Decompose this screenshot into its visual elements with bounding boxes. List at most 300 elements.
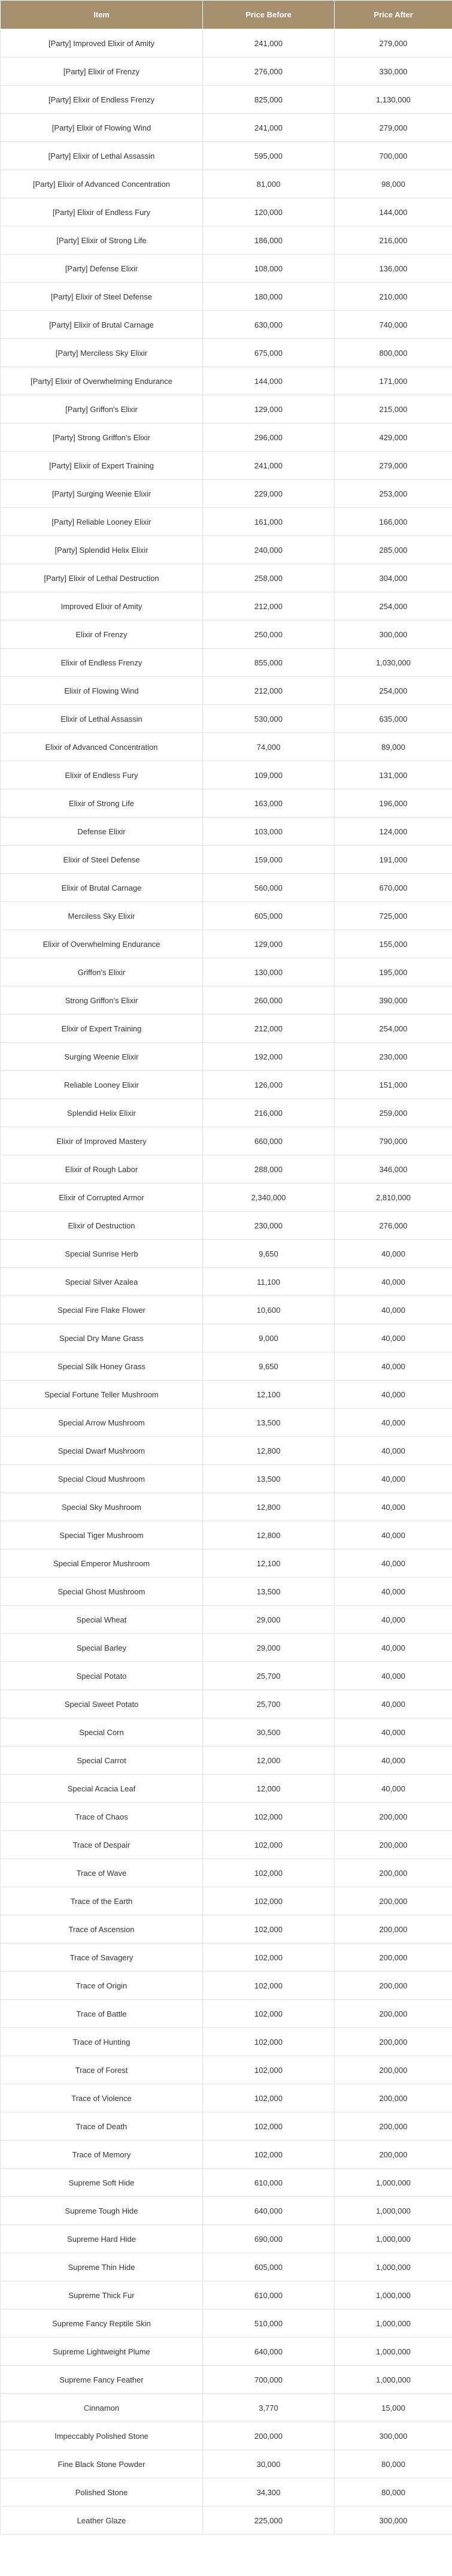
price-before-cell: 192,000 — [203, 1043, 335, 1071]
price-before-cell: 276,000 — [203, 57, 335, 86]
price-after-cell: 1,000,000 — [335, 2366, 452, 2394]
price-after-cell: 40,000 — [335, 1662, 452, 1690]
table-row — [1, 1746, 452, 1775]
price-after-cell: 330,000 — [335, 57, 452, 86]
table-row — [1, 1099, 452, 1127]
item-name-cell: [Party] Elixir of Overwhelming Endurance — [1, 367, 203, 395]
table-row — [1, 649, 452, 677]
item-name-cell: Leather Glaze — [1, 2507, 203, 2535]
table-row — [1, 1662, 452, 1690]
table-row — [1, 283, 452, 311]
item-name-cell: Polished Stone — [1, 2478, 203, 2507]
item-name-cell: [Party] Elixir of Frenzy — [1, 57, 203, 86]
price-after-cell: 40,000 — [335, 1775, 452, 1803]
table-row — [1, 1606, 452, 1634]
price-before-cell: 130,000 — [203, 958, 335, 986]
item-name-cell: Supreme Fancy Feather — [1, 2366, 203, 2394]
price-before-cell: 10,600 — [203, 1296, 335, 1324]
price-before-cell: 102,000 — [203, 1944, 335, 1972]
table-row — [1, 1183, 452, 1212]
table-row — [1, 1127, 452, 1155]
table-row — [1, 1381, 452, 1409]
table-body — [1, 29, 452, 2535]
item-name-cell: [Party] Elixir of Flowing Wind — [1, 114, 203, 142]
item-name-cell: Special Fortune Teller Mushroom — [1, 1381, 203, 1409]
table-row — [1, 508, 452, 536]
item-name-cell: Elixir of Overwhelming Endurance — [1, 930, 203, 958]
price-after-cell: 40,000 — [335, 1549, 452, 1578]
price-after-cell: 254,000 — [335, 677, 452, 705]
price-before-cell: 12,000 — [203, 1746, 335, 1775]
price-after-cell: 171,000 — [335, 367, 452, 395]
price-after-cell: 40,000 — [335, 1746, 452, 1775]
table-row — [1, 564, 452, 592]
price-before-cell: 240,000 — [203, 536, 335, 564]
table-row — [1, 1015, 452, 1043]
table-row — [1, 2169, 452, 2197]
table-row — [1, 1240, 452, 1268]
price-after-cell: 670,000 — [335, 874, 452, 902]
price-before-cell: 250,000 — [203, 620, 335, 649]
item-name-cell: [Party] Reliable Looney Elixir — [1, 508, 203, 536]
table-row — [1, 142, 452, 170]
price-after-cell: 285,000 — [335, 536, 452, 564]
item-name-cell: Elixir of Brutal Carnage — [1, 874, 203, 902]
table-row — [1, 1155, 452, 1183]
price-after-cell: 15,000 — [335, 2394, 452, 2422]
table-row — [1, 705, 452, 733]
price-after-cell: 790,000 — [335, 1127, 452, 1155]
price-after-cell: 200,000 — [335, 2141, 452, 2169]
item-name-cell: Trace of the Earth — [1, 1887, 203, 1915]
price-before-cell: 12,100 — [203, 1549, 335, 1578]
price-before-cell: 102,000 — [203, 1915, 335, 1944]
price-after-cell: 346,000 — [335, 1155, 452, 1183]
table-row — [1, 86, 452, 114]
price-before-cell: 108,000 — [203, 255, 335, 283]
price-after-cell: 700,000 — [335, 142, 452, 170]
price-after-cell: 1,000,000 — [335, 2338, 452, 2366]
item-name-cell: [Party] Strong Griffon's Elixir — [1, 423, 203, 452]
price-after-cell: 800,000 — [335, 339, 452, 367]
price-after-cell: 1,000,000 — [335, 2253, 452, 2281]
header-item: Item — [1, 1, 203, 29]
price-before-cell: 675,000 — [203, 339, 335, 367]
item-name-cell: Supreme Hard Hide — [1, 2225, 203, 2253]
price-before-cell: 102,000 — [203, 1803, 335, 1831]
item-name-cell: Elixir of Corrupted Armor — [1, 1183, 203, 1212]
table-row — [1, 1831, 452, 1859]
price-after-cell: 740,000 — [335, 311, 452, 339]
price-after-cell: 300,000 — [335, 2422, 452, 2450]
price-before-cell: 212,000 — [203, 677, 335, 705]
item-name-cell: Trace of Battle — [1, 2000, 203, 2028]
price-after-cell: 200,000 — [335, 1859, 452, 1887]
price-before-cell: 241,000 — [203, 452, 335, 480]
price-before-cell: 102,000 — [203, 1859, 335, 1887]
item-name-cell: Special Emperor Mushroom — [1, 1549, 203, 1578]
price-after-cell: 89,000 — [335, 733, 452, 761]
item-name-cell: Special Dwarf Mushroom — [1, 1437, 203, 1465]
table-row — [1, 311, 452, 339]
price-after-cell: 131,000 — [335, 761, 452, 789]
table-row — [1, 1972, 452, 2000]
price-after-cell: 429,000 — [335, 423, 452, 452]
price-after-cell: 1,130,000 — [335, 86, 452, 114]
item-name-cell: Elixir of Endless Frenzy — [1, 649, 203, 677]
item-name-cell: Special Acacia Leaf — [1, 1775, 203, 1803]
table-row — [1, 2084, 452, 2112]
price-after-cell: 635,000 — [335, 705, 452, 733]
table-row — [1, 2422, 452, 2450]
table-row — [1, 1352, 452, 1381]
price-after-cell: 155,000 — [335, 930, 452, 958]
item-name-cell: Trace of Origin — [1, 1972, 203, 2000]
price-before-cell: 212,000 — [203, 592, 335, 620]
item-name-cell: [Party] Elixir of Expert Training — [1, 452, 203, 480]
price-after-cell: 40,000 — [335, 1493, 452, 1521]
item-name-cell: Trace of Ascension — [1, 1915, 203, 1944]
item-name-cell: [Party] Elixir of Endless Frenzy — [1, 86, 203, 114]
table-row — [1, 1212, 452, 1240]
table-row — [1, 2112, 452, 2141]
table-row — [1, 2253, 452, 2281]
table-row — [1, 255, 452, 283]
item-name-cell: Griffon's Elixir — [1, 958, 203, 986]
price-before-cell: 13,500 — [203, 1409, 335, 1437]
table-row — [1, 818, 452, 846]
price-before-cell: 102,000 — [203, 2141, 335, 2169]
price-before-cell: 288,000 — [203, 1155, 335, 1183]
price-after-cell: 40,000 — [335, 1718, 452, 1746]
price-after-cell: 200,000 — [335, 1803, 452, 1831]
price-before-cell: 12,800 — [203, 1521, 335, 1549]
price-after-cell: 210,000 — [335, 283, 452, 311]
price-before-cell: 825,000 — [203, 86, 335, 114]
price-after-cell: 80,000 — [335, 2478, 452, 2507]
price-after-cell: 40,000 — [335, 1465, 452, 1493]
item-name-cell: Special Arrow Mushroom — [1, 1409, 203, 1437]
item-name-cell: Improved Elixir of Amity — [1, 592, 203, 620]
price-after-cell: 276,000 — [335, 1212, 452, 1240]
item-name-cell: Supreme Lightweight Plume — [1, 2338, 203, 2366]
table-row — [1, 1296, 452, 1324]
table-row — [1, 902, 452, 930]
price-after-cell: 200,000 — [335, 1831, 452, 1859]
price-after-cell: 1,000,000 — [335, 2197, 452, 2225]
item-name-cell: Elixir of Rough Labor — [1, 1155, 203, 1183]
item-name-cell: Supreme Tough Hide — [1, 2197, 203, 2225]
price-after-cell: 216,000 — [335, 226, 452, 255]
price-before-cell: 102,000 — [203, 2112, 335, 2141]
item-name-cell: Elixir of Advanced Concentration — [1, 733, 203, 761]
price-after-cell: 40,000 — [335, 1268, 452, 1296]
item-name-cell: Special Ghost Mushroom — [1, 1578, 203, 1606]
item-name-cell: Special Sunrise Herb — [1, 1240, 203, 1268]
price-after-cell: 40,000 — [335, 1578, 452, 1606]
header-row — [1, 1, 452, 29]
item-name-cell: [Party] Elixir of Steel Defense — [1, 283, 203, 311]
item-name-cell: Special Fire Flake Flower — [1, 1296, 203, 1324]
table-row — [1, 2141, 452, 2169]
item-name-cell: Special Cloud Mushroom — [1, 1465, 203, 1493]
item-name-cell: Trace of Death — [1, 2112, 203, 2141]
item-name-cell: Supreme Fancy Reptile Skin — [1, 2309, 203, 2338]
price-before-cell: 102,000 — [203, 1972, 335, 2000]
item-name-cell: [Party] Defense Elixir — [1, 255, 203, 283]
price-after-cell: 215,000 — [335, 395, 452, 423]
table-row — [1, 1493, 452, 1521]
price-before-cell: 13,500 — [203, 1465, 335, 1493]
table-row — [1, 2338, 452, 2366]
price-before-cell: 12,000 — [203, 1775, 335, 1803]
price-before-cell: 690,000 — [203, 2225, 335, 2253]
price-after-cell: 200,000 — [335, 1944, 452, 1972]
price-after-cell: 136,000 — [335, 255, 452, 283]
price-before-cell: 34,300 — [203, 2478, 335, 2507]
item-name-cell: Trace of Hunting — [1, 2028, 203, 2056]
item-name-cell: [Party] Improved Elixir of Amity — [1, 29, 203, 57]
price-before-cell: 11,100 — [203, 1268, 335, 1296]
item-name-cell: Special Tiger Mushroom — [1, 1521, 203, 1549]
price-after-cell: 151,000 — [335, 1071, 452, 1099]
price-before-cell: 610,000 — [203, 2169, 335, 2197]
table-row — [1, 2507, 452, 2535]
table-row — [1, 480, 452, 508]
table-row — [1, 1775, 452, 1803]
item-name-cell: Special Potato — [1, 1662, 203, 1690]
table-row — [1, 1803, 452, 1831]
table-row — [1, 1043, 452, 1071]
price-before-cell: 30,500 — [203, 1718, 335, 1746]
item-name-cell: Elixir of Flowing Wind — [1, 677, 203, 705]
price-before-cell: 25,700 — [203, 1690, 335, 1718]
table-row — [1, 367, 452, 395]
price-before-cell: 296,000 — [203, 423, 335, 452]
price-after-cell: 300,000 — [335, 620, 452, 649]
table-row — [1, 1324, 452, 1352]
table-row — [1, 1071, 452, 1099]
header-price-after: Price After — [335, 1, 452, 29]
item-name-cell: Supreme Soft Hide — [1, 2169, 203, 2197]
price-before-cell: 241,000 — [203, 29, 335, 57]
price-before-cell: 29,000 — [203, 1606, 335, 1634]
price-before-cell: 102,000 — [203, 2056, 335, 2084]
item-name-cell: Elixir of Expert Training — [1, 1015, 203, 1043]
table-header — [1, 1, 452, 29]
table-row — [1, 339, 452, 367]
table-row — [1, 1578, 452, 1606]
price-before-cell: 216,000 — [203, 1099, 335, 1127]
table-row — [1, 29, 452, 57]
table-row — [1, 1859, 452, 1887]
price-before-cell: 12,800 — [203, 1437, 335, 1465]
price-before-cell: 610,000 — [203, 2281, 335, 2309]
price-before-cell: 126,000 — [203, 1071, 335, 1099]
item-name-cell: [Party] Surging Weenie Elixir — [1, 480, 203, 508]
price-before-cell: 161,000 — [203, 508, 335, 536]
price-after-cell: 304,000 — [335, 564, 452, 592]
item-name-cell: Elixir of Frenzy — [1, 620, 203, 649]
price-after-cell: 40,000 — [335, 1324, 452, 1352]
table-row — [1, 2028, 452, 2056]
price-after-cell: 725,000 — [335, 902, 452, 930]
item-name-cell: Trace of Memory — [1, 2141, 203, 2169]
price-before-cell: 12,100 — [203, 1381, 335, 1409]
item-name-cell: Merciless Sky Elixir — [1, 902, 203, 930]
price-after-cell: 279,000 — [335, 29, 452, 57]
price-before-cell: 200,000 — [203, 2422, 335, 2450]
price-before-cell: 81,000 — [203, 170, 335, 198]
table-row — [1, 452, 452, 480]
item-name-cell: Supreme Thick Fur — [1, 2281, 203, 2309]
item-name-cell: Elixir of Strong Life — [1, 789, 203, 818]
item-name-cell: Splendid Helix Elixir — [1, 1099, 203, 1127]
table-row — [1, 2197, 452, 2225]
table-row — [1, 170, 452, 198]
table-row — [1, 874, 452, 902]
item-name-cell: Elixir of Improved Mastery — [1, 1127, 203, 1155]
item-name-cell: [Party] Splendid Helix Elixir — [1, 536, 203, 564]
price-before-cell: 109,000 — [203, 761, 335, 789]
item-name-cell: Trace of Despair — [1, 1831, 203, 1859]
price-before-cell: 2,340,000 — [203, 1183, 335, 1212]
item-name-cell: Special Barley — [1, 1634, 203, 1662]
table-row — [1, 846, 452, 874]
price-after-cell: 1,030,000 — [335, 649, 452, 677]
item-name-cell: Trace of Violence — [1, 2084, 203, 2112]
price-after-cell: 230,000 — [335, 1043, 452, 1071]
price-before-cell: 120,000 — [203, 198, 335, 226]
table-row — [1, 930, 452, 958]
price-before-cell: 212,000 — [203, 1015, 335, 1043]
price-after-cell: 254,000 — [335, 592, 452, 620]
price-after-cell: 1,000,000 — [335, 2225, 452, 2253]
price-before-cell: 9,650 — [203, 1240, 335, 1268]
price-before-cell: 230,000 — [203, 1212, 335, 1240]
price-before-cell: 74,000 — [203, 733, 335, 761]
price-after-cell: 2,810,000 — [335, 1183, 452, 1212]
price-before-cell: 605,000 — [203, 902, 335, 930]
price-before-cell: 129,000 — [203, 395, 335, 423]
table-row — [1, 620, 452, 649]
table-row — [1, 2309, 452, 2338]
price-before-cell: 103,000 — [203, 818, 335, 846]
table-row — [1, 1521, 452, 1549]
price-after-cell: 200,000 — [335, 2112, 452, 2141]
table-row — [1, 1718, 452, 1746]
item-name-cell: Defense Elixir — [1, 818, 203, 846]
price-before-cell: 258,000 — [203, 564, 335, 592]
item-name-cell: Cinnamon — [1, 2394, 203, 2422]
table-row — [1, 423, 452, 452]
table-row — [1, 592, 452, 620]
item-name-cell: [Party] Elixir of Advanced Concentration — [1, 170, 203, 198]
table-row — [1, 114, 452, 142]
item-name-cell: [Party] Merciless Sky Elixir — [1, 339, 203, 367]
table-row — [1, 677, 452, 705]
price-after-cell: 40,000 — [335, 1352, 452, 1381]
price-after-cell: 40,000 — [335, 1381, 452, 1409]
price-after-cell: 195,000 — [335, 958, 452, 986]
item-name-cell: Fine Black Stone Powder — [1, 2450, 203, 2478]
table-row — [1, 2225, 452, 2253]
price-after-cell: 40,000 — [335, 1437, 452, 1465]
item-name-cell: Special Sky Mushroom — [1, 1493, 203, 1521]
table-row — [1, 198, 452, 226]
item-name-cell: Strong Griffon's Elixir — [1, 986, 203, 1015]
price-after-cell: 1,000,000 — [335, 2169, 452, 2197]
price-after-cell: 200,000 — [335, 2084, 452, 2112]
item-name-cell: Trace of Wave — [1, 1859, 203, 1887]
price-before-cell: 229,000 — [203, 480, 335, 508]
item-name-cell: Special Corn — [1, 1718, 203, 1746]
price-before-cell: 595,000 — [203, 142, 335, 170]
item-name-cell: Trace of Savagery — [1, 1944, 203, 1972]
price-after-cell: 200,000 — [335, 1915, 452, 1944]
table-row — [1, 1944, 452, 1972]
table-row — [1, 1690, 452, 1718]
table-row — [1, 2366, 452, 2394]
item-name-cell: [Party] Elixir of Lethal Destruction — [1, 564, 203, 592]
price-before-cell: 102,000 — [203, 1831, 335, 1859]
price-before-cell: 180,000 — [203, 283, 335, 311]
price-before-cell: 25,700 — [203, 1662, 335, 1690]
item-name-cell: Special Dry Mane Grass — [1, 1324, 203, 1352]
price-after-cell: 98,000 — [335, 170, 452, 198]
table-row — [1, 536, 452, 564]
price-before-cell: 144,000 — [203, 367, 335, 395]
price-before-cell: 102,000 — [203, 2084, 335, 2112]
price-before-cell: 29,000 — [203, 1634, 335, 1662]
table-row — [1, 1915, 452, 1944]
item-name-cell: Trace of Forest — [1, 2056, 203, 2084]
item-name-cell: Surging Weenie Elixir — [1, 1043, 203, 1071]
price-before-cell: 13,500 — [203, 1578, 335, 1606]
table-row — [1, 2450, 452, 2478]
price-after-cell: 40,000 — [335, 1606, 452, 1634]
table-row — [1, 733, 452, 761]
item-name-cell: Special Silver Azalea — [1, 1268, 203, 1296]
price-before-cell: 102,000 — [203, 2028, 335, 2056]
item-name-cell: Trace of Chaos — [1, 1803, 203, 1831]
table-row — [1, 2281, 452, 2309]
price-after-cell: 144,000 — [335, 198, 452, 226]
price-after-cell: 124,000 — [335, 818, 452, 846]
price-after-cell: 40,000 — [335, 1521, 452, 1549]
price-before-cell: 260,000 — [203, 986, 335, 1015]
table-row — [1, 395, 452, 423]
item-name-cell: [Party] Elixir of Lethal Assassin — [1, 142, 203, 170]
table-row — [1, 1549, 452, 1578]
price-after-cell: 279,000 — [335, 114, 452, 142]
price-before-cell: 630,000 — [203, 311, 335, 339]
price-before-cell: 159,000 — [203, 846, 335, 874]
item-name-cell: Elixir of Endless Fury — [1, 761, 203, 789]
table-row — [1, 57, 452, 86]
price-before-cell: 3,770 — [203, 2394, 335, 2422]
price-after-cell: 196,000 — [335, 789, 452, 818]
price-before-cell: 102,000 — [203, 2000, 335, 2028]
price-after-cell: 1,000,000 — [335, 2309, 452, 2338]
price-after-cell: 390,000 — [335, 986, 452, 1015]
price-before-cell: 129,000 — [203, 930, 335, 958]
item-name-cell: [Party] Elixir of Strong Life — [1, 226, 203, 255]
item-name-cell: Special Sweet Potato — [1, 1690, 203, 1718]
price-after-cell: 40,000 — [335, 1690, 452, 1718]
price-after-cell: 254,000 — [335, 1015, 452, 1043]
price-before-cell: 640,000 — [203, 2338, 335, 2366]
